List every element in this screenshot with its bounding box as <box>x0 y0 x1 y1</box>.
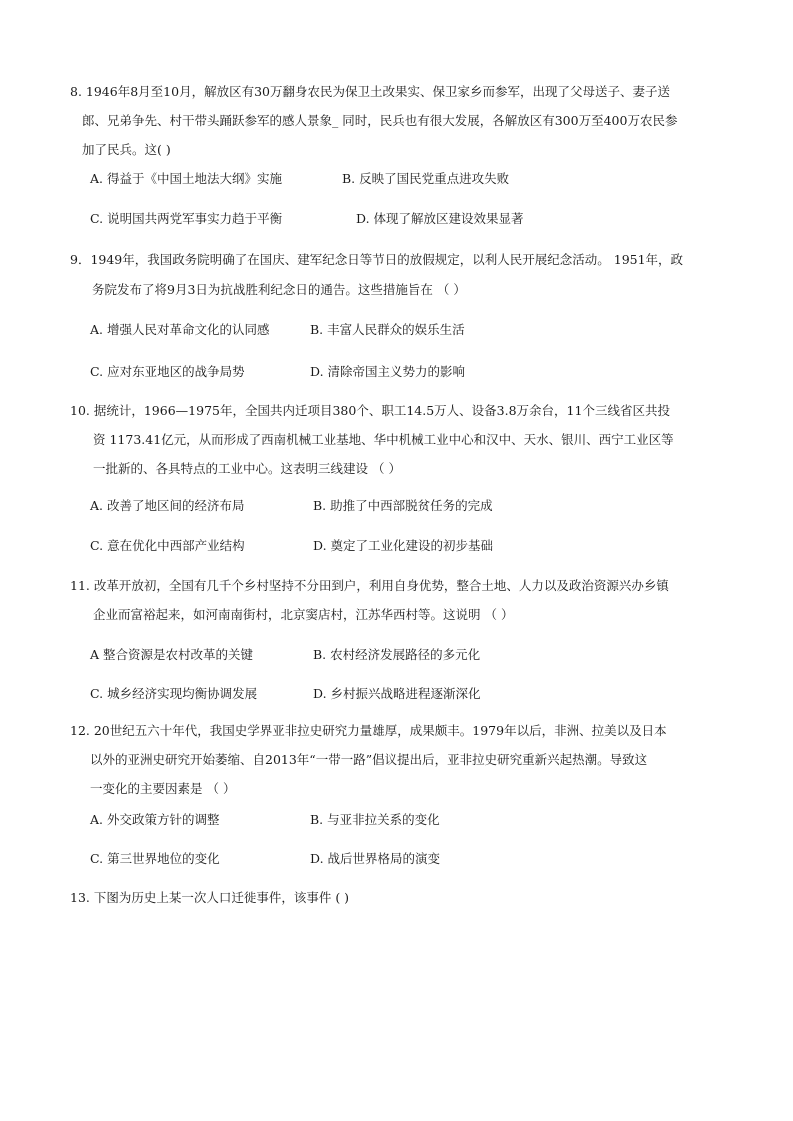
q11-line-2: 企业而富裕起来，如河南南街村，北京窦店村，江苏华西村等。这说明 （ ） <box>93 607 514 622</box>
q12-option-d[interactable]: D. 战后世界格局的演变 <box>310 851 441 866</box>
q10-option-d[interactable]: D. 奠定了工业化建设的初步基础 <box>313 538 494 553</box>
q8-line-2: 郎、兄弟争先、村干带头踊跃参军的感人景象_ 同时，民兵也有很大发展，各解放区有300万至400万农民参 <box>82 113 678 128</box>
q12-line-3: 一变化的主要因素是 （ ） <box>90 781 236 796</box>
q12-option-a[interactable]: A. 外交政策方针的调整 <box>90 812 220 827</box>
q11-option-a[interactable]: A 整合资源是农村改革的关键 <box>90 647 254 662</box>
q11-option-b[interactable]: B. 农村经济发展路径的多元化 <box>313 647 481 662</box>
q10-option-a[interactable]: A. 改善了地区间的经济布局 <box>90 498 245 513</box>
q9-line-2: 务院发布了将9月3日为抗战胜利纪念日的通告。这些措施旨在 （ ） <box>92 282 466 297</box>
q11-option-d[interactable]: D. 乡村振兴战略进程逐渐深化 <box>313 686 481 701</box>
q8-option-b[interactable]: B. 反映了国民党重点进攻失败 <box>342 171 510 186</box>
q10-option-c[interactable]: C. 意在优化中西部产业结构 <box>90 538 245 553</box>
q9-option-a[interactable]: A. 增强人民对革命文化的认同感 <box>90 322 270 337</box>
q11-option-c[interactable]: C. 城乡经济实现均衡协调发展 <box>90 686 258 701</box>
q8-line-1: 8. 1946年8月至10月，解放区有30万翻身农民为保卫土改果实、保卫家乡而参军，出现了父母送子、妻子送 <box>70 84 670 99</box>
q10-line-3: 一批新的、各具特点的工业中心。这表明三线建设 （ ） <box>93 461 401 476</box>
q9-option-b[interactable]: B. 丰富人民群众的娱乐生活 <box>310 322 465 337</box>
q10-line-2: 资 1173.41亿元，从而形成了西南机械工业基地、华中机械工业中心和汉中、天水、银川、西宁工业区等 <box>93 432 674 447</box>
q9-line-1: 9．1949年，我国政务院明确了在国庆、建军纪念日等节日的放假规定，以利人民开展纪念活动。 1951年，政 <box>70 252 684 267</box>
q11-line-1: 11. 改革开放初，全国有几千个乡村坚持不分田到户，利用自身优势，整合土地、人力以及政治资源兴办乡镇 <box>70 578 669 593</box>
q8-option-d[interactable]: D. 体现了解放区建设效果显著 <box>356 211 524 226</box>
q13-line-1: 13. 下图为历史上某一次人口迁徙事件，该事件 ( ) <box>70 890 350 905</box>
q8-option-c[interactable]: C. 说明国共两党军事实力趋于平衡 <box>90 211 283 226</box>
q10-option-b[interactable]: B. 助推了中西部脱贫任务的完成 <box>313 498 493 513</box>
q12-option-b[interactable]: B. 与亚非拉关系的变化 <box>310 812 440 827</box>
q9-option-d[interactable]: D. 清除帝国主义势力的影响 <box>310 364 466 379</box>
q9-option-c[interactable]: C. 应对东亚地区的战争局势 <box>90 364 245 379</box>
q10-line-1: 10. 据统计，1966—1975年，全国共内迁项目380个、职工14.5万人、设备3.8万余台，11个三线省区共投 <box>70 403 670 418</box>
q8-line-3: 加了民兵。这( ) <box>82 142 171 157</box>
q12-line-2: 以外的亚洲史研究开始萎缩、自2013年“一带一路”倡议提出后，亚非拉史研究重新兴起热潮。导致这 <box>90 752 648 767</box>
q8-option-a[interactable]: A. 得益于《中国土地法大纲》实施 <box>90 171 282 186</box>
q12-line-1: 12. 20世纪五六十年代，我国史学界亚非拉史研究力量雄厚，成果颇丰。1979年以后，非洲、拉美以及日本 <box>70 723 667 738</box>
q12-option-c[interactable]: C. 第三世界地位的变化 <box>90 851 220 866</box>
